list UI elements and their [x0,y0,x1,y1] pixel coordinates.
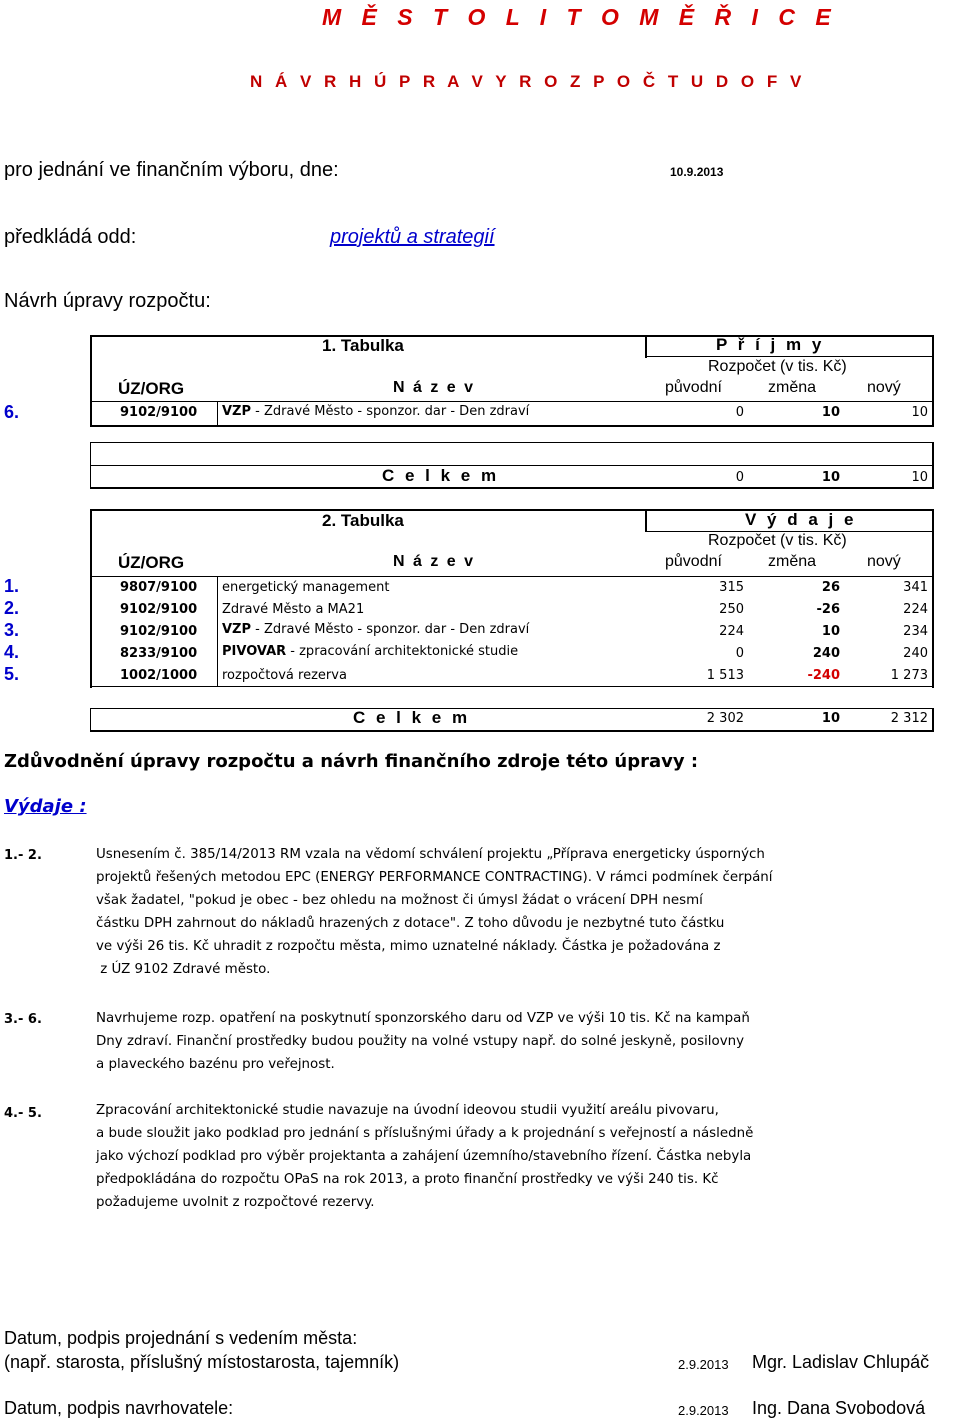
row-change: 26 [821,580,840,595]
row-org: 9102/9100 [120,624,198,639]
row-name [222,622,529,637]
row-orig: 1 513 [706,668,744,683]
row-name [222,580,389,595]
table-1-total-label: C e l k e m [382,466,500,485]
row-name-bold: VZP [222,404,252,419]
row-name-bold: PIVOVAR [222,644,287,659]
note-number: 3.- 6. [4,1012,42,1027]
row-number: 5. [4,664,20,684]
proposal-label: Návrh úpravy rozpočtu: [4,290,211,312]
row-new: 234 [903,624,928,639]
row-name [222,668,347,683]
row-name [222,644,518,659]
document-subtitle: N Á V R H Ú P R A V Y R O Z P O Č T U D O F V [250,72,806,91]
row-org: 9102/9100 [120,405,198,420]
meeting-label: pro jednání ve finančním výboru, dne: [4,159,339,181]
row-new: 341 [903,580,928,595]
row-name [222,404,529,419]
note-line: projektů řešených metodou EPC (ENERGY PERFORMANCE CONTRACTING). V rámci podmínek čerpání [96,870,773,885]
note-text [96,1099,866,1214]
row-change: -26 [816,602,840,617]
table-1-col-orig: původní [665,379,722,396]
table-1-col-org: ÚZ/ORG [118,379,185,398]
table-1-col-new: nový [867,379,901,396]
row-name-rest: rozpočtová rezerva [222,668,347,683]
city-title: M Ě S T O L I T O M Ě Ř I C E [322,4,838,30]
meeting-date: 10.9.2013 [670,165,724,179]
footer-name-1: Mgr. Ladislav Chlupáč [752,1352,930,1372]
row-number: 2. [4,598,20,618]
table-2-col-name: N á z e v [393,553,476,570]
note-line: a bude sloužit jako podklad pro jednání s příslušnými úřady a k projednání s veřejností a následně [96,1126,754,1141]
row-new: 10 [911,405,928,420]
row-number: 4. [4,642,20,662]
note-number: 4.- 5. [4,1106,42,1121]
row-new: 240 [903,646,928,661]
table-1-col-change: změna [768,379,817,396]
table-1-type: P ř í j m y [716,335,825,354]
row-number: 3. [4,620,20,640]
note-line: a plaveckého bazénu pro veřejnost. [96,1057,335,1072]
footer-date-1: 2.9.2013 [678,1357,729,1372]
note-line: požadujeme uvolnit z rozpočtové rezervy. [96,1195,375,1210]
row-orig: 315 [719,580,744,595]
table-2-total-orig: 2 302 [706,711,744,726]
note-line: částku DPH zahrnout do nákladů hrazených z dotace". Z toho důvodu je nezbytné tuto částku [96,916,725,931]
row-name-rest: - Zdravé Město - sponzor. dar - Den zdraví [251,404,530,419]
footer-approval-roles: (např. starosta, příslušný místostarosta, tajemník) [4,1352,400,1372]
row-orig: 0 [735,405,744,420]
table-1-title: 1. Tabulka [322,336,404,355]
row-change: 10 [821,624,840,639]
note-line: Navrhujeme rozp. opatření na poskytnutí sponzorského daru od VZP ve výši 10 tis. Kč na kampaň [96,1011,750,1026]
row-org: 9807/9100 [120,580,198,595]
dept-value: projektů a strategií [330,226,495,248]
table-1-col-name: N á z e v [393,379,476,396]
row-name-bold: VZP [222,622,252,637]
table-1-total-new: 10 [911,470,928,485]
row-org: 1002/1000 [120,668,198,683]
note-line: předpokládána do rozpočtu OPaS na rok 2013, a proto finanční prostředky ve výši 240 tis. Kč [96,1172,719,1187]
row-name-rest: energetický management [222,580,390,595]
row-orig: 250 [719,602,744,617]
row-new: 224 [903,602,928,617]
note-line: však žadatel, "pokud je obec - bez ohledu na možnost či úmysl žádat o vrácení DPH nesmí [96,893,703,908]
row-change: -240 [807,668,840,683]
table-2-col-orig: původní [665,553,722,570]
note-line: Usnesením č. 385/14/2013 RM vzala na vědomí schválení projektu „Příprava energeticky úsporných [96,847,765,862]
row-org: 9102/9100 [120,602,198,617]
note-number: 1.- 2. [4,848,42,863]
footer-proposer-label: Datum, podpis navrhovatele: [4,1398,234,1418]
table-2-title: 2. Tabulka [322,511,404,530]
table-1-budget-label: Rozpočet (v tis. Kč) [708,358,847,375]
dept-label: předkládá odd: [4,226,137,248]
footer-name-2: Ing. Dana Svobodová [752,1398,926,1418]
footer-date-2: 2.9.2013 [678,1403,729,1418]
table-1-total-change: 10 [821,470,840,485]
table-2-col-org: ÚZ/ORG [118,553,185,572]
note-line: ve výši 26 tis. Kč uhradit z rozpočtu města, mimo uznatelné náklady. Částka je požadována z [96,939,721,954]
note-text [96,1007,866,1076]
row-name-rest: - zpracování architektonické studie [286,644,519,659]
table-2-total-change: 10 [821,711,840,726]
row-number: 6. [4,402,20,422]
note-line: Zpracování architektonické studie navazuje na úvodní ideovou studii využití areálu pivovaru, [96,1103,719,1118]
row-name [222,602,364,617]
note-line: Dny zdraví. Finanční prostředky budou použity na volné vstupy např. do solné jeskyně, posilovny [96,1034,745,1049]
justification-heading: Zdůvodnění úpravy rozpočtu a návrh finančního zdroje této úpravy : [4,751,699,772]
row-new: 1 273 [890,668,928,683]
row-change: 10 [821,405,840,420]
row-orig: 224 [719,624,744,639]
table-2-total-new: 2 312 [890,711,928,726]
note-text [96,843,866,981]
row-orig: 0 [735,646,744,661]
table-2-col-change: změna [768,553,817,570]
row-number: 1. [4,576,20,596]
note-line: jako výchozí podklad pro výběr projektanta a zahájení územního/stavebního řízení. Částka nebyla [96,1149,752,1164]
footer-approval-label: Datum, podpis projednání s vedením města: [4,1328,358,1348]
row-org: 8233/9100 [120,646,198,661]
vydaje-label: Výdaje : [4,796,87,817]
table-2-total-label: C e l k e m [353,708,471,727]
row-change: 240 [812,646,840,661]
table-2-budget-label: Rozpočet (v tis. Kč) [708,532,847,549]
table-2-type: V ý d a j e [745,510,857,529]
row-name-rest: Zdravé Město a MA21 [222,602,365,617]
row-name-rest: - Zdravé Město - sponzor. dar - Den zdraví [251,622,530,637]
table-1-total-orig: 0 [735,470,744,485]
note-line: z ÚZ 9102 Zdravé město. [96,962,271,977]
table-2-col-new: nový [867,553,901,570]
